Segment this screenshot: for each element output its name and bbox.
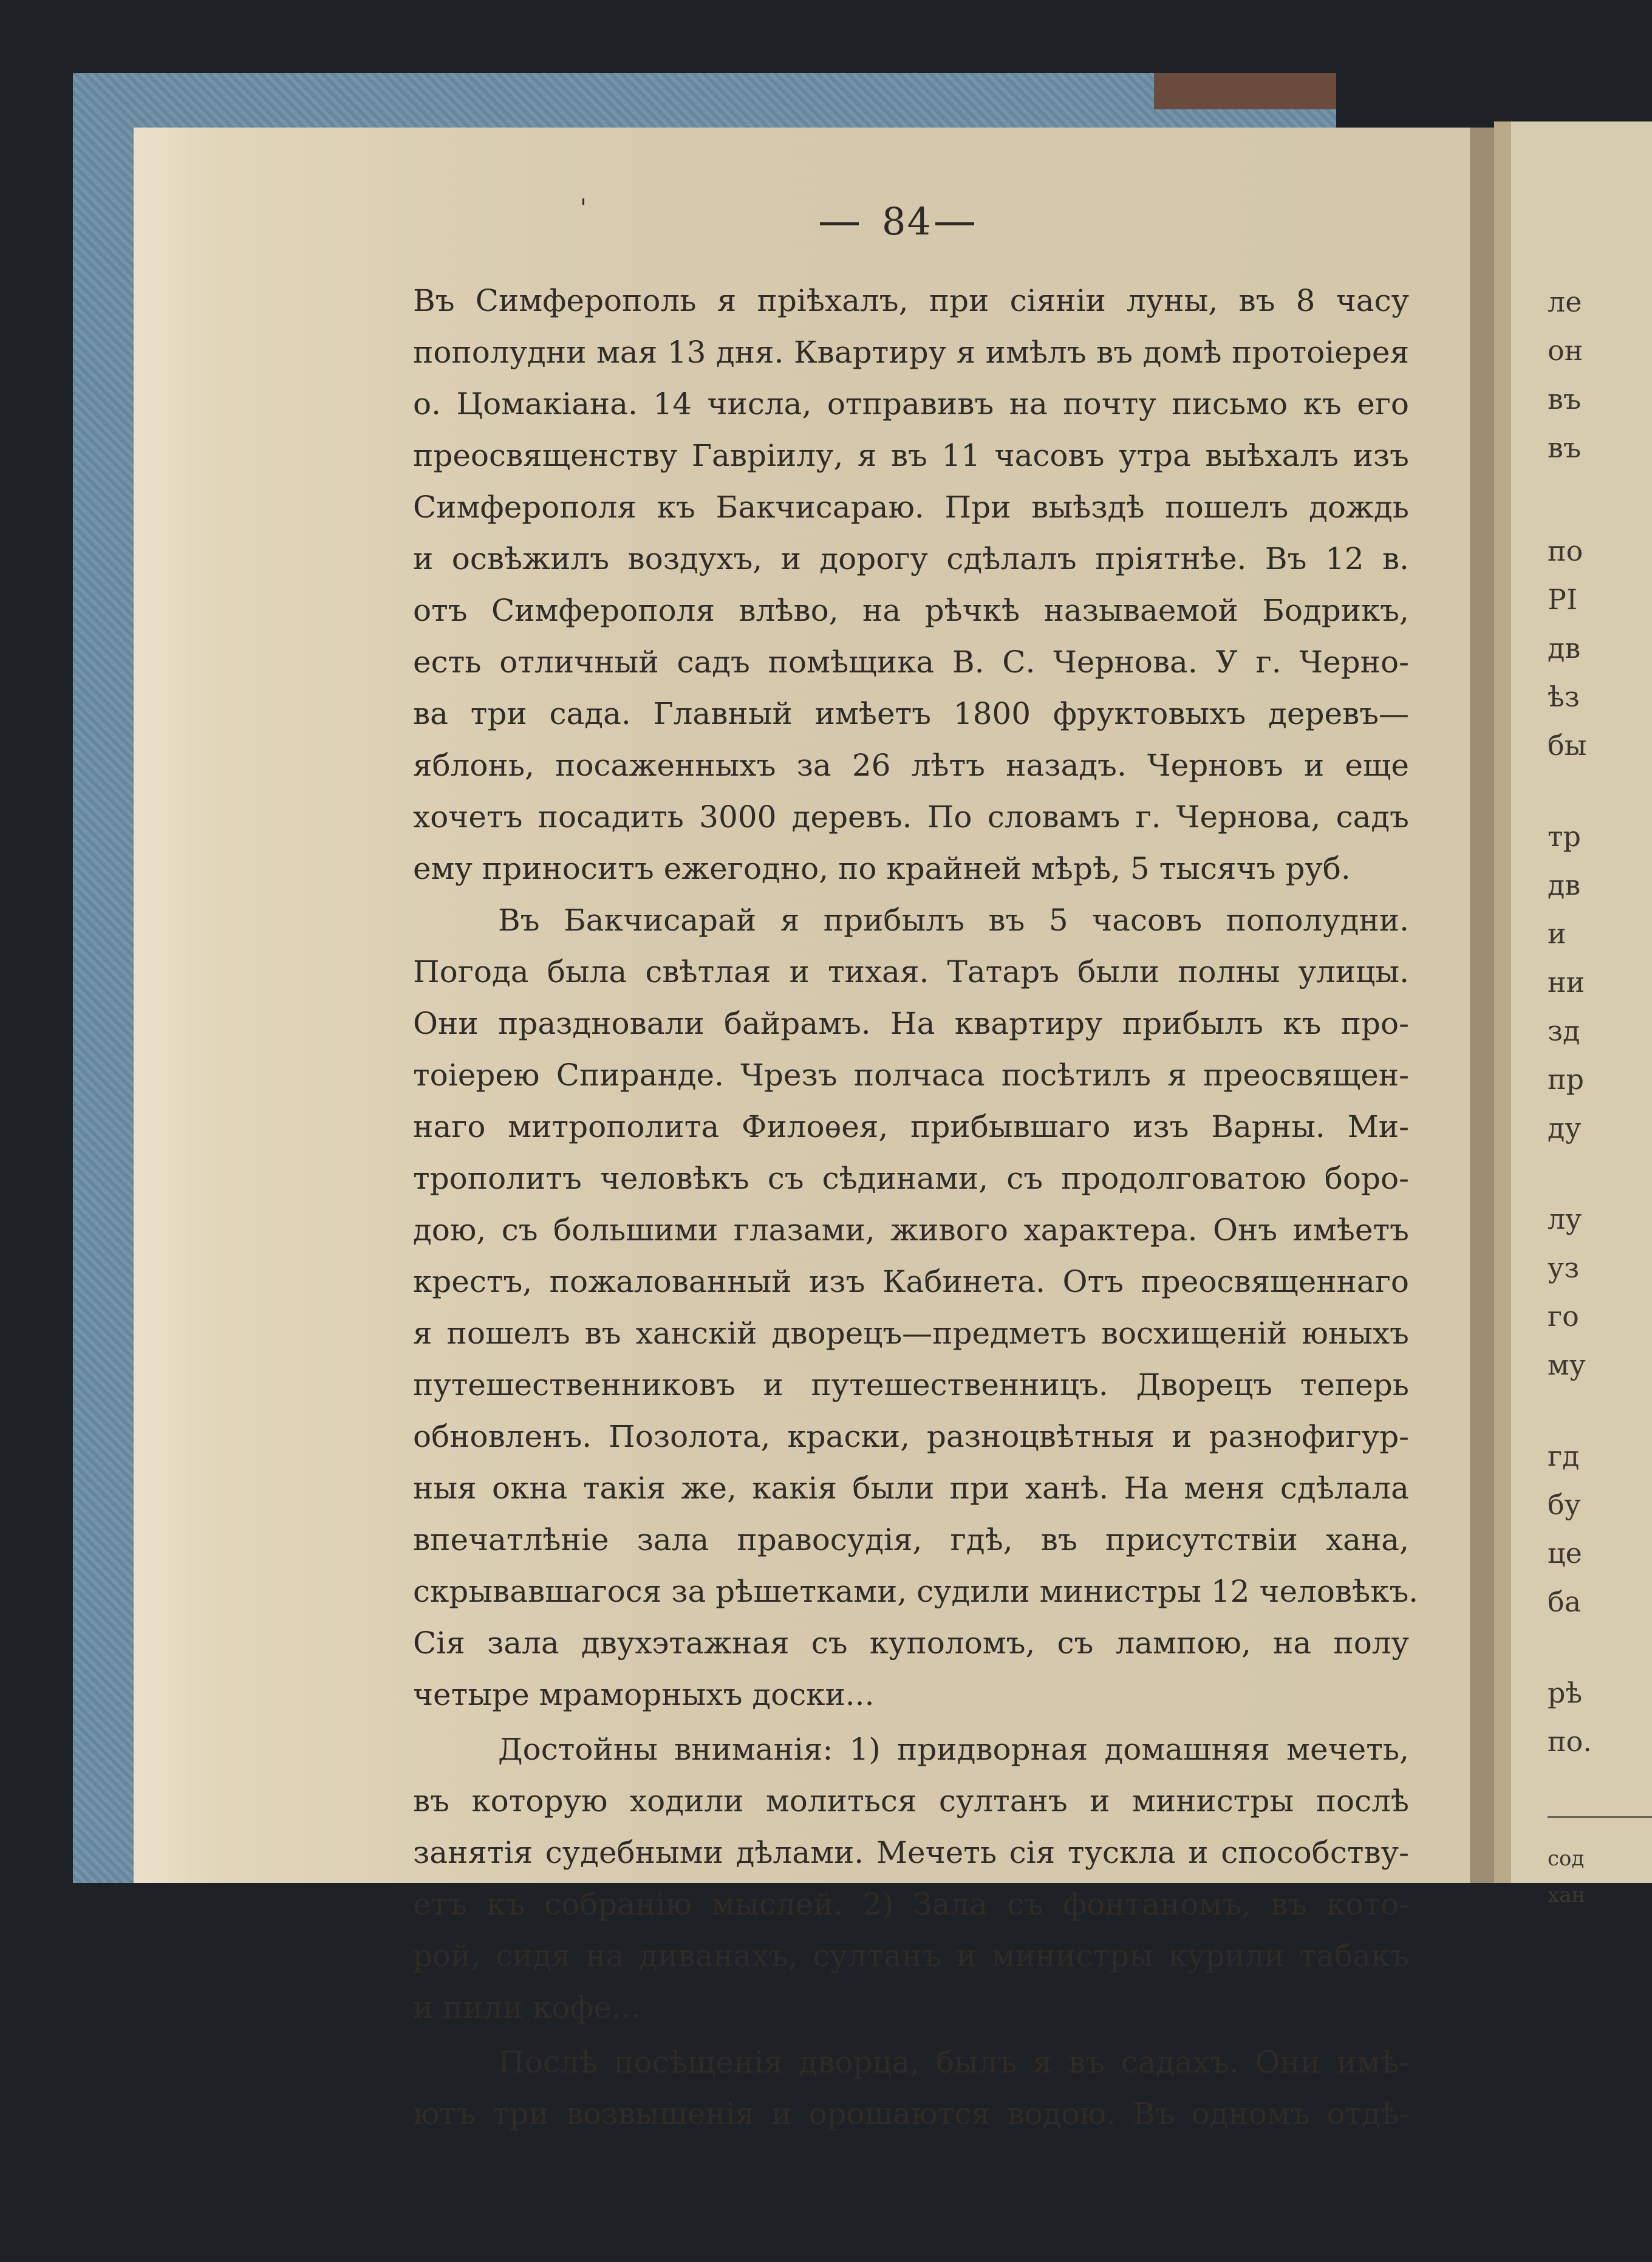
text-line: въ которую ходили молиться султанъ и министры послѣ (413, 1783, 1409, 1819)
text-line: занятія судебными дѣлами. Мечеть сія тускла и способству- (413, 1835, 1409, 1870)
facing-page-fragment: по. (1548, 1725, 1592, 1758)
facing-page-fragment: он (1548, 334, 1583, 367)
text-line: ему приноситъ ежегодно, по крайней мѣрѣ, 5 тысячъ руб. (413, 851, 1351, 886)
text-line: Въ Бакчисарай я прибылъ въ 5 часовъ пополудни. (498, 903, 1409, 938)
facing-page-fragment: хан (1548, 1883, 1586, 1907)
facing-page-fragment: ѣз (1548, 680, 1580, 713)
text-line: етъ къ собранію мыслей. 2) Зала съ фонтаномъ, въ кото- (413, 1887, 1409, 1922)
text-line: ютъ три возвышенія и орошаются водою. Въ одномъ отдѣ- (413, 2096, 1409, 2131)
page-margin-shading (134, 128, 219, 1883)
text-line: есть отличный садъ помѣщика В. С. Чернова. У г. Черно- (413, 644, 1409, 680)
text-line: скрывавшагося за рѣшетками, судили министры 12 человѣкъ. (413, 1574, 1419, 1609)
text-line: Они праздновали байрамъ. На квартиру прибылъ къ про- (413, 1006, 1409, 1041)
text-line: пополудни мая 13 дня. Квартиру я имѣлъ въ домѣ протоіерея (413, 335, 1409, 370)
text-line: и освѣжилъ воздухъ, и дорогу сдѣлалъ пріятнѣе. Въ 12 в. (413, 541, 1409, 576)
facing-page-fragment: ба (1548, 1585, 1582, 1618)
facing-page-fragment: РІ (1548, 583, 1578, 616)
facing-page-fragment: лу (1548, 1203, 1582, 1235)
facing-page-fragment: ле (1548, 285, 1582, 318)
text-line: Въ Симферополь я пріѣхалъ, при сіяніи луны, въ 8 часу (413, 283, 1409, 318)
text-line: Симферополя къ Бакчисараю. При выѣздѣ пошелъ дождь (413, 490, 1409, 525)
facing-page-fragment: бу (1548, 1488, 1581, 1521)
facing-page-fragment: му (1548, 1348, 1586, 1381)
facing-page (1494, 121, 1652, 1907)
facing-page-fragment: пр (1548, 1063, 1585, 1096)
text-line: обновленъ. Позолота, краски, разноцвѣтныя и разнофигур- (413, 1419, 1409, 1454)
text-line: дою, съ большими глазами, живого характера. Онъ имѣетъ (413, 1212, 1409, 1248)
facing-page-fragment: въ (1548, 383, 1582, 415)
text-line: трополитъ человѣкъ съ сѣдинами, съ продолговатою боро- (413, 1161, 1409, 1196)
text-line: четыре мраморныхъ доски... (413, 1677, 875, 1712)
text-line: отъ Симферополя влѣво, на рѣчкѣ называемой Бодрикъ, (413, 593, 1409, 628)
text-line: впечатлѣніе зала правосудія, гдѣ, въ присутствіи хана, (413, 1522, 1409, 1557)
text-line: Послѣ посѣщенія дворца, былъ я въ садахъ. Они имѣ- (498, 2045, 1409, 2080)
facing-page-fragment: сод (1548, 1847, 1585, 1871)
facing-page-fragment: бы (1548, 729, 1587, 762)
ink-speck: ' (580, 194, 587, 222)
text-line: Достойны вниманія: 1) придворная домашняя мечеть, (498, 1732, 1409, 1767)
facing-page-fragment: дв (1548, 632, 1581, 665)
text-line: хочетъ посадить 3000 деревъ. По словамъ г. Чернова, садъ (413, 799, 1409, 835)
text-line: Сія зала двухэтажная съ куполомъ, съ лампою, на полу (413, 1625, 1409, 1661)
facing-page-fragment: гд (1548, 1440, 1580, 1472)
text-line: крестъ, пожалованный изъ Кабинета. Отъ преосвященнаго (413, 1264, 1409, 1299)
facing-page-fragment: рѣ (1548, 1676, 1583, 1709)
text-line: путешественниковъ и путешественницъ. Дворецъ теперь (413, 1367, 1409, 1403)
facing-page-fragment: це (1548, 1537, 1582, 1570)
text-line: яблонь, посаженныхъ за 26 лѣтъ назадъ. Черновъ и еще (413, 748, 1409, 783)
facing-page-fragment: уз (1548, 1251, 1580, 1284)
text-line: наго митрополита Филоѳея, прибывшаго изъ Варны. Ми- (413, 1109, 1409, 1144)
facing-page-fragment: и (1548, 917, 1566, 950)
text-line: преосвященству Гавріилу, я въ 11 часовъ утра выѣхалъ изъ (413, 438, 1409, 473)
text-line: и пили кофе... (413, 1990, 641, 2025)
page-number-dash-left (820, 222, 859, 225)
page-number-dash-right (935, 222, 974, 225)
facing-page-fragment: ни (1548, 966, 1585, 999)
facing-page-fragment: въ (1548, 431, 1582, 464)
facing-page-fragment: го (1548, 1300, 1579, 1333)
text-line: ва три сада. Главный имѣетъ 1800 фруктовыхъ деревъ— (413, 696, 1409, 731)
text-line: я пошелъ въ ханскій дворецъ—предметъ восхищеній юныхъ (413, 1316, 1409, 1351)
facing-page-fragment: ду (1548, 1112, 1582, 1144)
text-line: ныя окна такія же, какія были при ханѣ. На меня сдѣлала (413, 1471, 1409, 1506)
facing-page-fragment: зд (1548, 1014, 1580, 1047)
cover-edge-strip (1154, 73, 1336, 109)
facing-page-fragment: по (1548, 535, 1583, 567)
facing-page-fragment: тр (1548, 820, 1581, 853)
facing-page-fragment: дв (1548, 869, 1581, 901)
text-line: рой, сидя на диванахъ, султанъ и министры курили табакъ (413, 1938, 1409, 1973)
text-line: Погода была свѣтлая и тихая. Татаръ были полны улицы. (413, 954, 1409, 989)
text-line: тоіерею Спиранде. Чрезъ полчаса посѣтилъ я преосвящен- (413, 1058, 1409, 1093)
text-line: о. Цомакіана. 14 числа, отправивъ на почту письмо къ его (413, 386, 1409, 422)
page-number: 84 (882, 199, 932, 244)
facing-page-footnote-rule (1548, 1816, 1652, 1818)
